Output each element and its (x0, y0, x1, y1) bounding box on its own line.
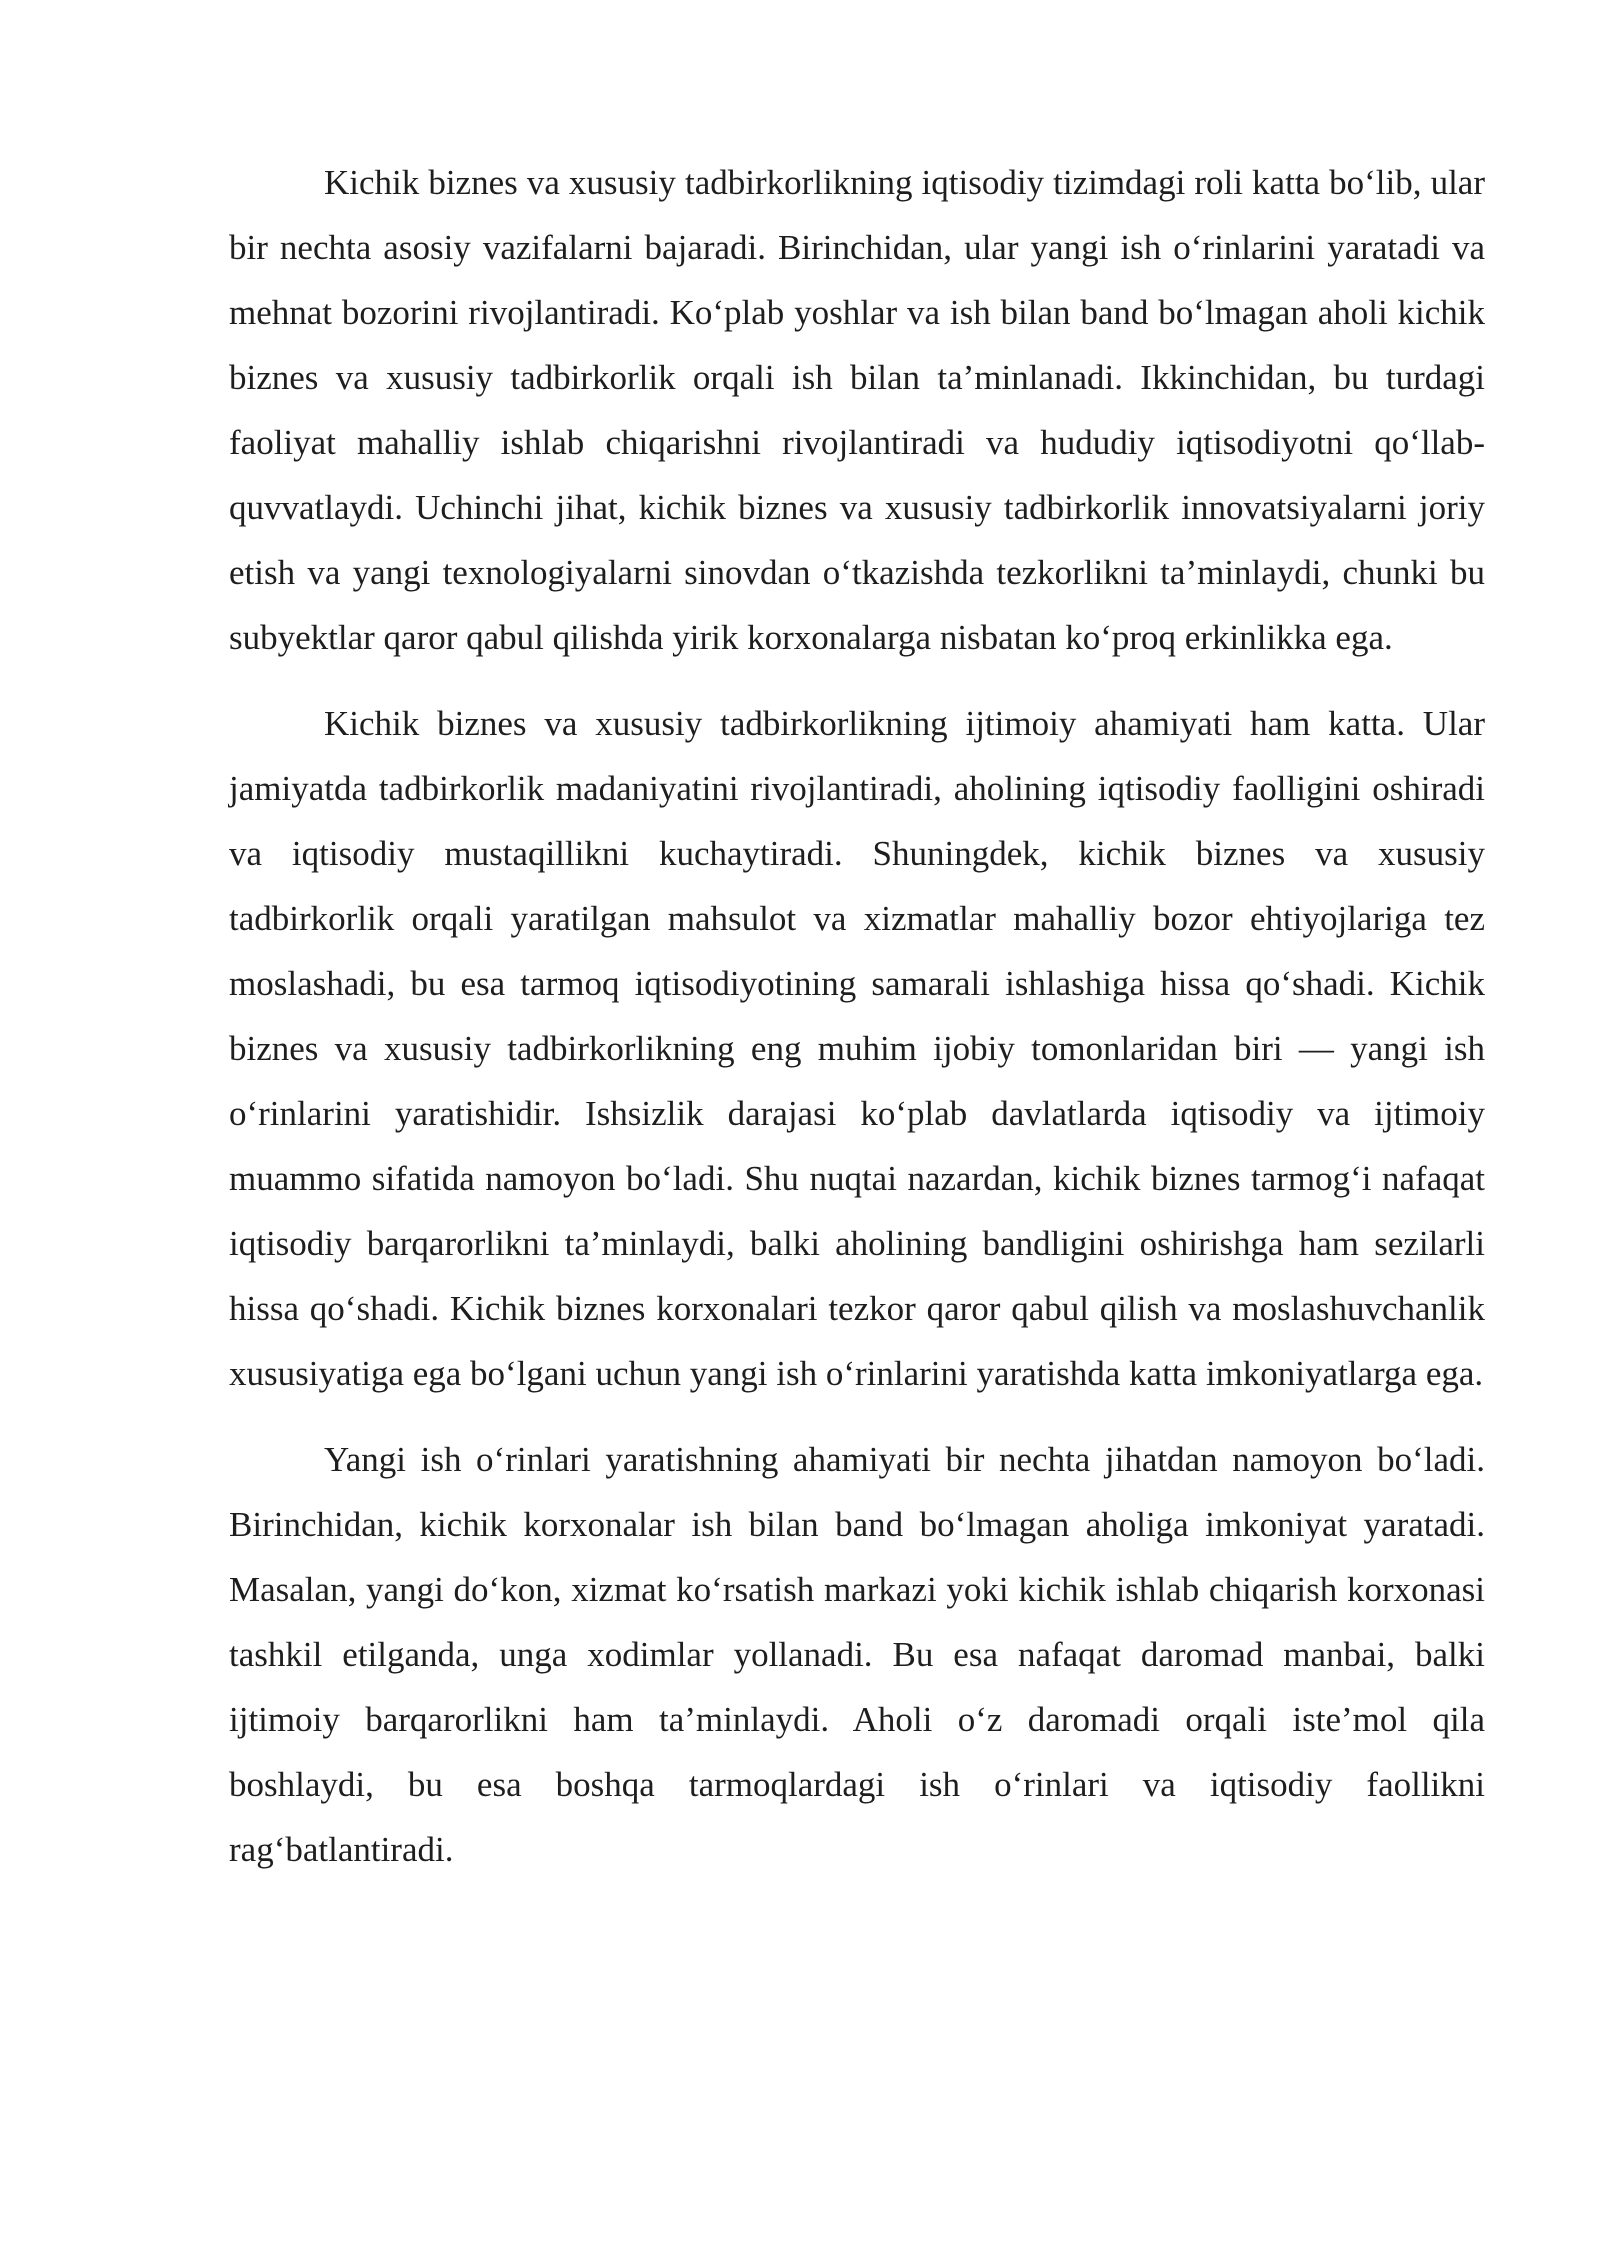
document-body (229, 150, 1485, 1903)
paragraph: Kichik biznes va xususiy tadbirkorlikning iqtisodiy tizimdagi roli katta bo‘lib, ular bir nechta asosiy vazifalarni bajaradi. Birinchidan, ular yangi ish o‘rinlarini yaratadi va mehnat bozorini rivojlantiradi. Ko‘plab yoshlar va ish bilan band bo‘lmagan aholi kichik biznes va xususiy tadbirkorlik orqali ish bilan ta’minlanadi. Ikkinchidan, bu turdagi faoliyat mahalliy ishlab chiqarishni rivojlantiradi va hududiy iqtisodiyotni qo‘llab-quvvatlaydi. Uchinchi jihat, kichik biznes va xususiy tadbirkorlik innovatsiyalarni joriy etish va yangi texnologiyalarni sinovdan o‘tkazishda tezkorlikni ta’minlaydi, chunki bu subyektlar qaror qabul qilishda yirik korxonalarga nisbatan ko‘proq erkinlikka ega. (229, 163, 1485, 657)
paragraph: Yangi ish o‘rinlari yaratishning ahamiyati bir nechta jihatdan namoyon bo‘ladi. Birinchidan, kichik korxonalar ish bilan band bo‘lmagan aholiga imkoniyat yaratadi. Masalan, yangi do‘kon, xizmat ko‘rsatish markazi yoki kichik ishlab chiqarish korxonasi tashkil etilganda, unga xodimlar yollanadi. Bu esa nafaqat daromad manbai, balki ijtimoiy barqarorlikni ham ta’minlaydi. Aholi o‘z daromadi orqali iste’mol qila boshlaydi, bu esa boshqa tarmoqlardagi ish o‘rinlari va iqtisodiy faollikni rag‘batlantiradi. (229, 1440, 1485, 1869)
paragraph: Kichik biznes va xususiy tadbirkorlikning ijtimoiy ahamiyati ham katta. Ular jamiyatda tadbirkorlik madaniyatini rivojlantiradi, aholining iqtisodiy faolligini oshiradi va iqtisodiy mustaqillikni kuchaytiradi. Shuningdek, kichik biznes va xususiy tadbirkorlik orqali yaratilgan mahsulot va xizmatlar mahalliy bozor ehtiyojlariga tez moslashadi, bu esa tarmoq iqtisodiyotining samarali ishlashiga hissa qo‘shadi. Kichik biznes va xususiy tadbirkorlikning eng muhim ijobiy tomonlaridan biri — yangi ish o‘rinlarini yaratishidir. Ishsizlik darajasi ko‘plab davlatlarda iqtisodiy va ijtimoiy muammo sifatida namoyon bo‘ladi. Shu nuqtai nazardan, kichik biznes tarmog‘i nafaqat iqtisodiy barqarorlikni ta’minlaydi, balki aholining bandligini oshirishga ham sezilarli hissa qo‘shadi. Kichik biznes korxonalari tezkor qaror qabul qilish va moslashuvchanlik xususiyatiga ega bo‘lgani uchun yangi ish o‘rinlarini yaratishda katta imkoniyatlarga ega. (229, 704, 1485, 1393)
